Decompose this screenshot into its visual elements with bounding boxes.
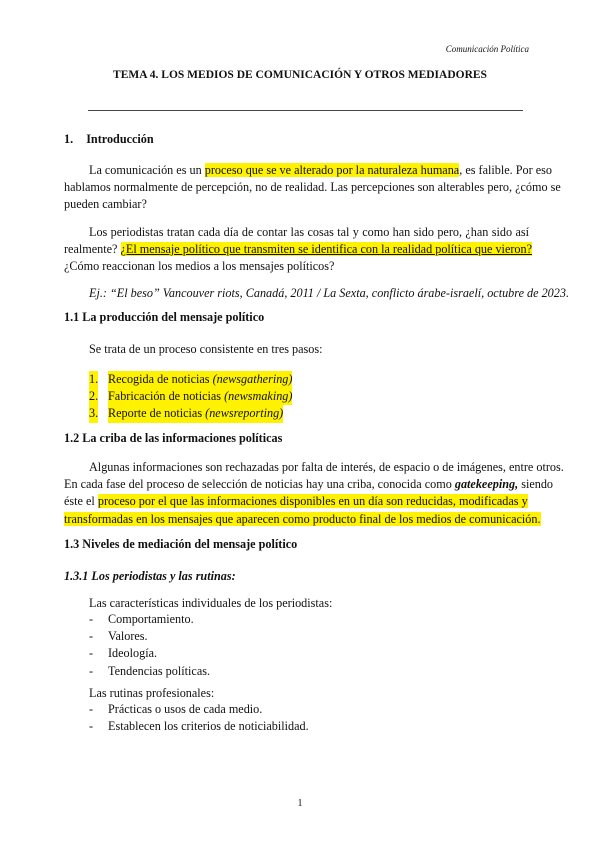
- list-item: - Valores.: [89, 629, 148, 644]
- section-1-title: Introducción: [86, 132, 154, 146]
- individual-characteristics-list: [89, 611, 389, 680]
- intro-paragraph-2: Los periodistas tratan cada día de contar las cosas tal y como han sido pero, ¿han sido así realmente? ¿El mensaje político que transmiten se identifica con la realidad política que vieron? ¿Cómo reaccionan los medios a los mensajes políticos?: [64, 225, 533, 274]
- title-divider: [88, 110, 523, 111]
- section-1-1-intro: Se trata de un proceso consistente en tres pasos:: [89, 342, 323, 356]
- examples-line: Ej.: “El beso” Vancouver riots, Canadá, 2011 / La Sexta, conflicto árabe-israelí, octubre de 2023.: [89, 286, 569, 300]
- highlight-gatekeeping-definition: proceso por el que las informaciones disponibles en un día son reducidas, modificadas y: [97, 494, 528, 509]
- highlight-natural-human: proceso que se ve alterado por la naturaleza humana: [204, 163, 460, 177]
- section-1-1-heading: 1.1 La producción del mensaje político: [64, 310, 265, 324]
- section-1-number: 1.: [64, 132, 74, 146]
- list-item: - Comportamiento.: [89, 612, 194, 626]
- section-1-heading: [64, 131, 154, 148]
- highlight-political-message-question: ¿El mensaje político que transmiten se identifica con la realidad política que vieron?: [120, 242, 533, 257]
- list-item: - Prácticas o usos de cada medio.: [89, 702, 263, 716]
- list-item: 3. Reporte de noticias (newsreporting): [89, 405, 389, 422]
- highlight-gatekeeping-definition-cont: transformadas en los mensajes que aparecen como producto final de los medios de comunicación.: [64, 511, 541, 526]
- document-title: TEMA 4. LOS MEDIOS DE COMUNICACIÓN Y OTROS MEDIADORES: [113, 69, 487, 81]
- list-item: - Ideología.: [89, 646, 158, 661]
- gatekeeping-paragraph: Algunas informaciones son rechazadas por falta de interés, de espacio o de imágenes, entre otros. En cada fase del proceso de selección de noticias hay una criba, conocida como gatekeeping, siendo éste el proceso por el que las informaciones disponibles en un día son reducidas, modificadas y transformadas en los mensajes que aparecen como producto final de los medios de comunicación.: [64, 460, 564, 526]
- section-1-3-heading: 1.3 Niveles de mediación del mensaje político: [64, 537, 298, 551]
- page-number: 1: [297, 798, 303, 809]
- section-1-2-heading: 1.2 La criba de las informaciones políticas: [64, 431, 283, 445]
- professional-routines-intro: Las rutinas profesionales:: [89, 686, 215, 700]
- gatekeeping-term: gatekeeping,: [454, 477, 519, 492]
- section-1-3-1-subheading: 1.3.1 Los periodistas y las rutinas:: [64, 569, 236, 583]
- list-item: 2. Fabricación de noticias (newsmaking): [89, 388, 389, 405]
- professional-routines-list: [89, 701, 389, 735]
- running-header: Comunicación Política: [445, 44, 529, 54]
- list-item: - Tendencias políticas.: [89, 663, 211, 678]
- production-steps-list: [89, 371, 389, 423]
- individual-characteristics-intro: Las características individuales de los periodistas:: [89, 596, 333, 610]
- list-item: - Establecen los criterios de noticiabilidad.: [89, 719, 309, 734]
- list-item: 1. Recogida de noticias (newsgathering): [89, 371, 389, 388]
- intro-paragraph-1: La comunicación es un proceso que se ve alterado por la naturaleza humana, es falible. Por eso hablamos normalmente de percepción, no de realidad. Las percepciones son alterables pero, ¿cómo se pueden cambiar?: [64, 163, 561, 212]
